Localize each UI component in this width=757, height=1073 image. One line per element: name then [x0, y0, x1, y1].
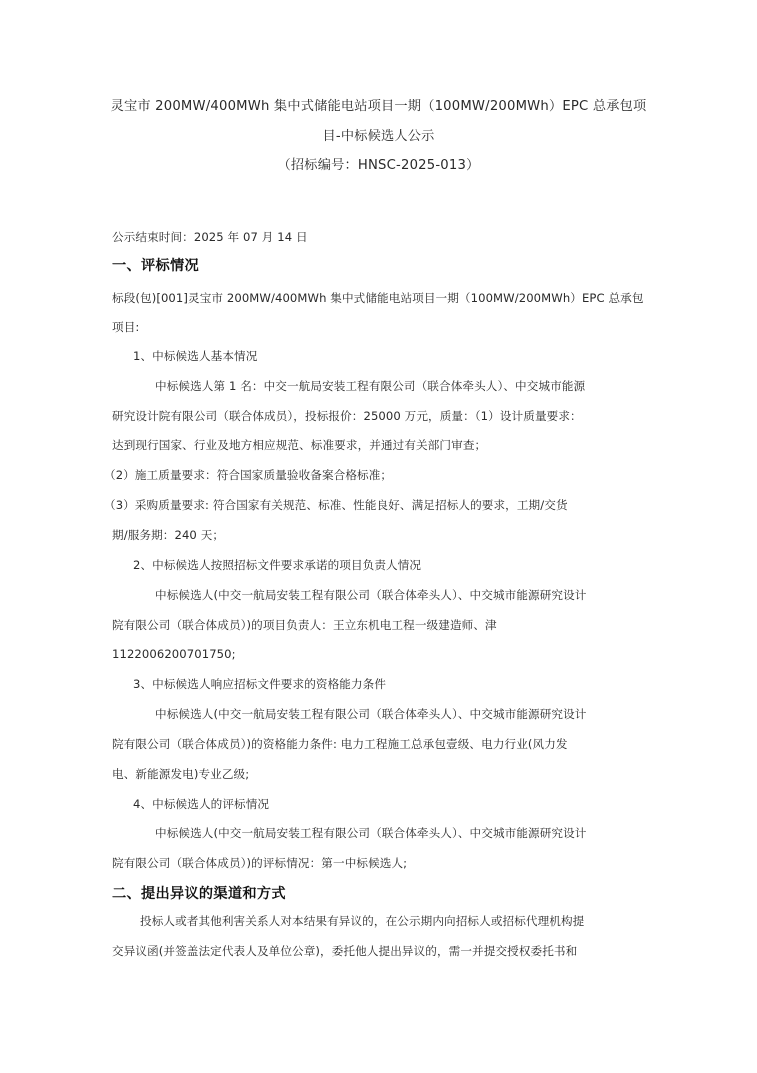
title-line-1: 灵宝市 200MW/400MWh 集中式储能电站项目一期（100MW/200MWh）EPC 总承包项 — [110, 99, 647, 114]
item-title-project-manager: 2、中标候选人按照招标文件要求承诺的项目负责人情况 — [133, 558, 422, 572]
paragraph-line: 1122006200701750; — [112, 647, 236, 661]
item-title-evaluation: 4、中标候选人的评标情况 — [133, 797, 270, 811]
paragraph-line: 投标人或者其他利害关系人对本结果有异议的，在公示期内向招标人或招标代理机构提 — [140, 914, 585, 928]
item-title-basic-info: 1、中标候选人基本情况 — [133, 349, 258, 363]
paragraph-line: 中标候选人(中交一航局安装工程有限公司（联合体牵头人）、中交城市能源研究设计 — [155, 707, 587, 721]
paragraph-line: 中标候选人(中交一航局安装工程有限公司（联合体牵头人）、中交城市能源研究设计 — [155, 826, 587, 840]
paragraph-line: 院有限公司（联合体成员）)的项目负责人：王立东机电工程一级建造师、津 — [112, 618, 497, 632]
intro-line: 项目: — [112, 320, 140, 334]
section-heading-evaluation: 一、评标情况 — [112, 258, 199, 274]
paragraph-line: 院有限公司（联合体成员）)的评标情况：第一中标候选人; — [112, 856, 408, 870]
paragraph-line: 达到现行国家、行业及地方相应规范、标准要求，并通过有关部门审查； — [112, 438, 487, 452]
tender-code: （招标编号：HNSC-2025-013） — [277, 158, 480, 173]
paragraph-line: 中标候选人(中交一航局安装工程有限公司（联合体牵头人）、中交城市能源研究设计 — [155, 588, 587, 602]
paragraph-line: （3）采购质量要求: 符合国家有关规范、标准、性能良好、满足招标人的要求，工期/交货 — [104, 498, 568, 512]
end-time: 公示结束时间：2025 年 07 月 14 日 — [112, 230, 308, 244]
paragraph-line: 中标候选人第 1 名：中交一航局安装工程有限公司（联合体牵头人）、中交城市能源 — [155, 379, 586, 393]
paragraph-line: 院有限公司（联合体成员）)的资格能力条件: 电力工程施工总承包壹级、电力行业(风力发 — [112, 737, 568, 751]
paragraph-line: 电、新能源发电)专业乙级; — [112, 767, 250, 781]
paragraph-line: 期/服务期：240 天； — [112, 528, 225, 542]
paragraph-line: 交异议函(并签盖法定代表人及单位公章)，委托他人提出异议的，需一并提交授权委托书和 — [112, 944, 578, 958]
paragraph-line: （2）施工质量要求：符合国家质量验收备案合格标准； — [104, 468, 393, 482]
title-line-2: 目-中标候选人公示 — [322, 129, 435, 144]
paragraph-line: 研究设计院有限公司（联合体成员），投标报价：25000 万元，质量：（1）设计质量要求： — [112, 409, 582, 423]
section-heading-objection: 二、提出异议的渠道和方式 — [112, 886, 286, 902]
intro-line: 标段(包)[001]灵宝市 200MW/400MWh 集中式储能电站项目一期（100MW/200MWh）EPC 总承包 — [112, 291, 644, 305]
item-title-qualification: 3、中标候选人响应招标文件要求的资格能力条件 — [133, 677, 387, 691]
